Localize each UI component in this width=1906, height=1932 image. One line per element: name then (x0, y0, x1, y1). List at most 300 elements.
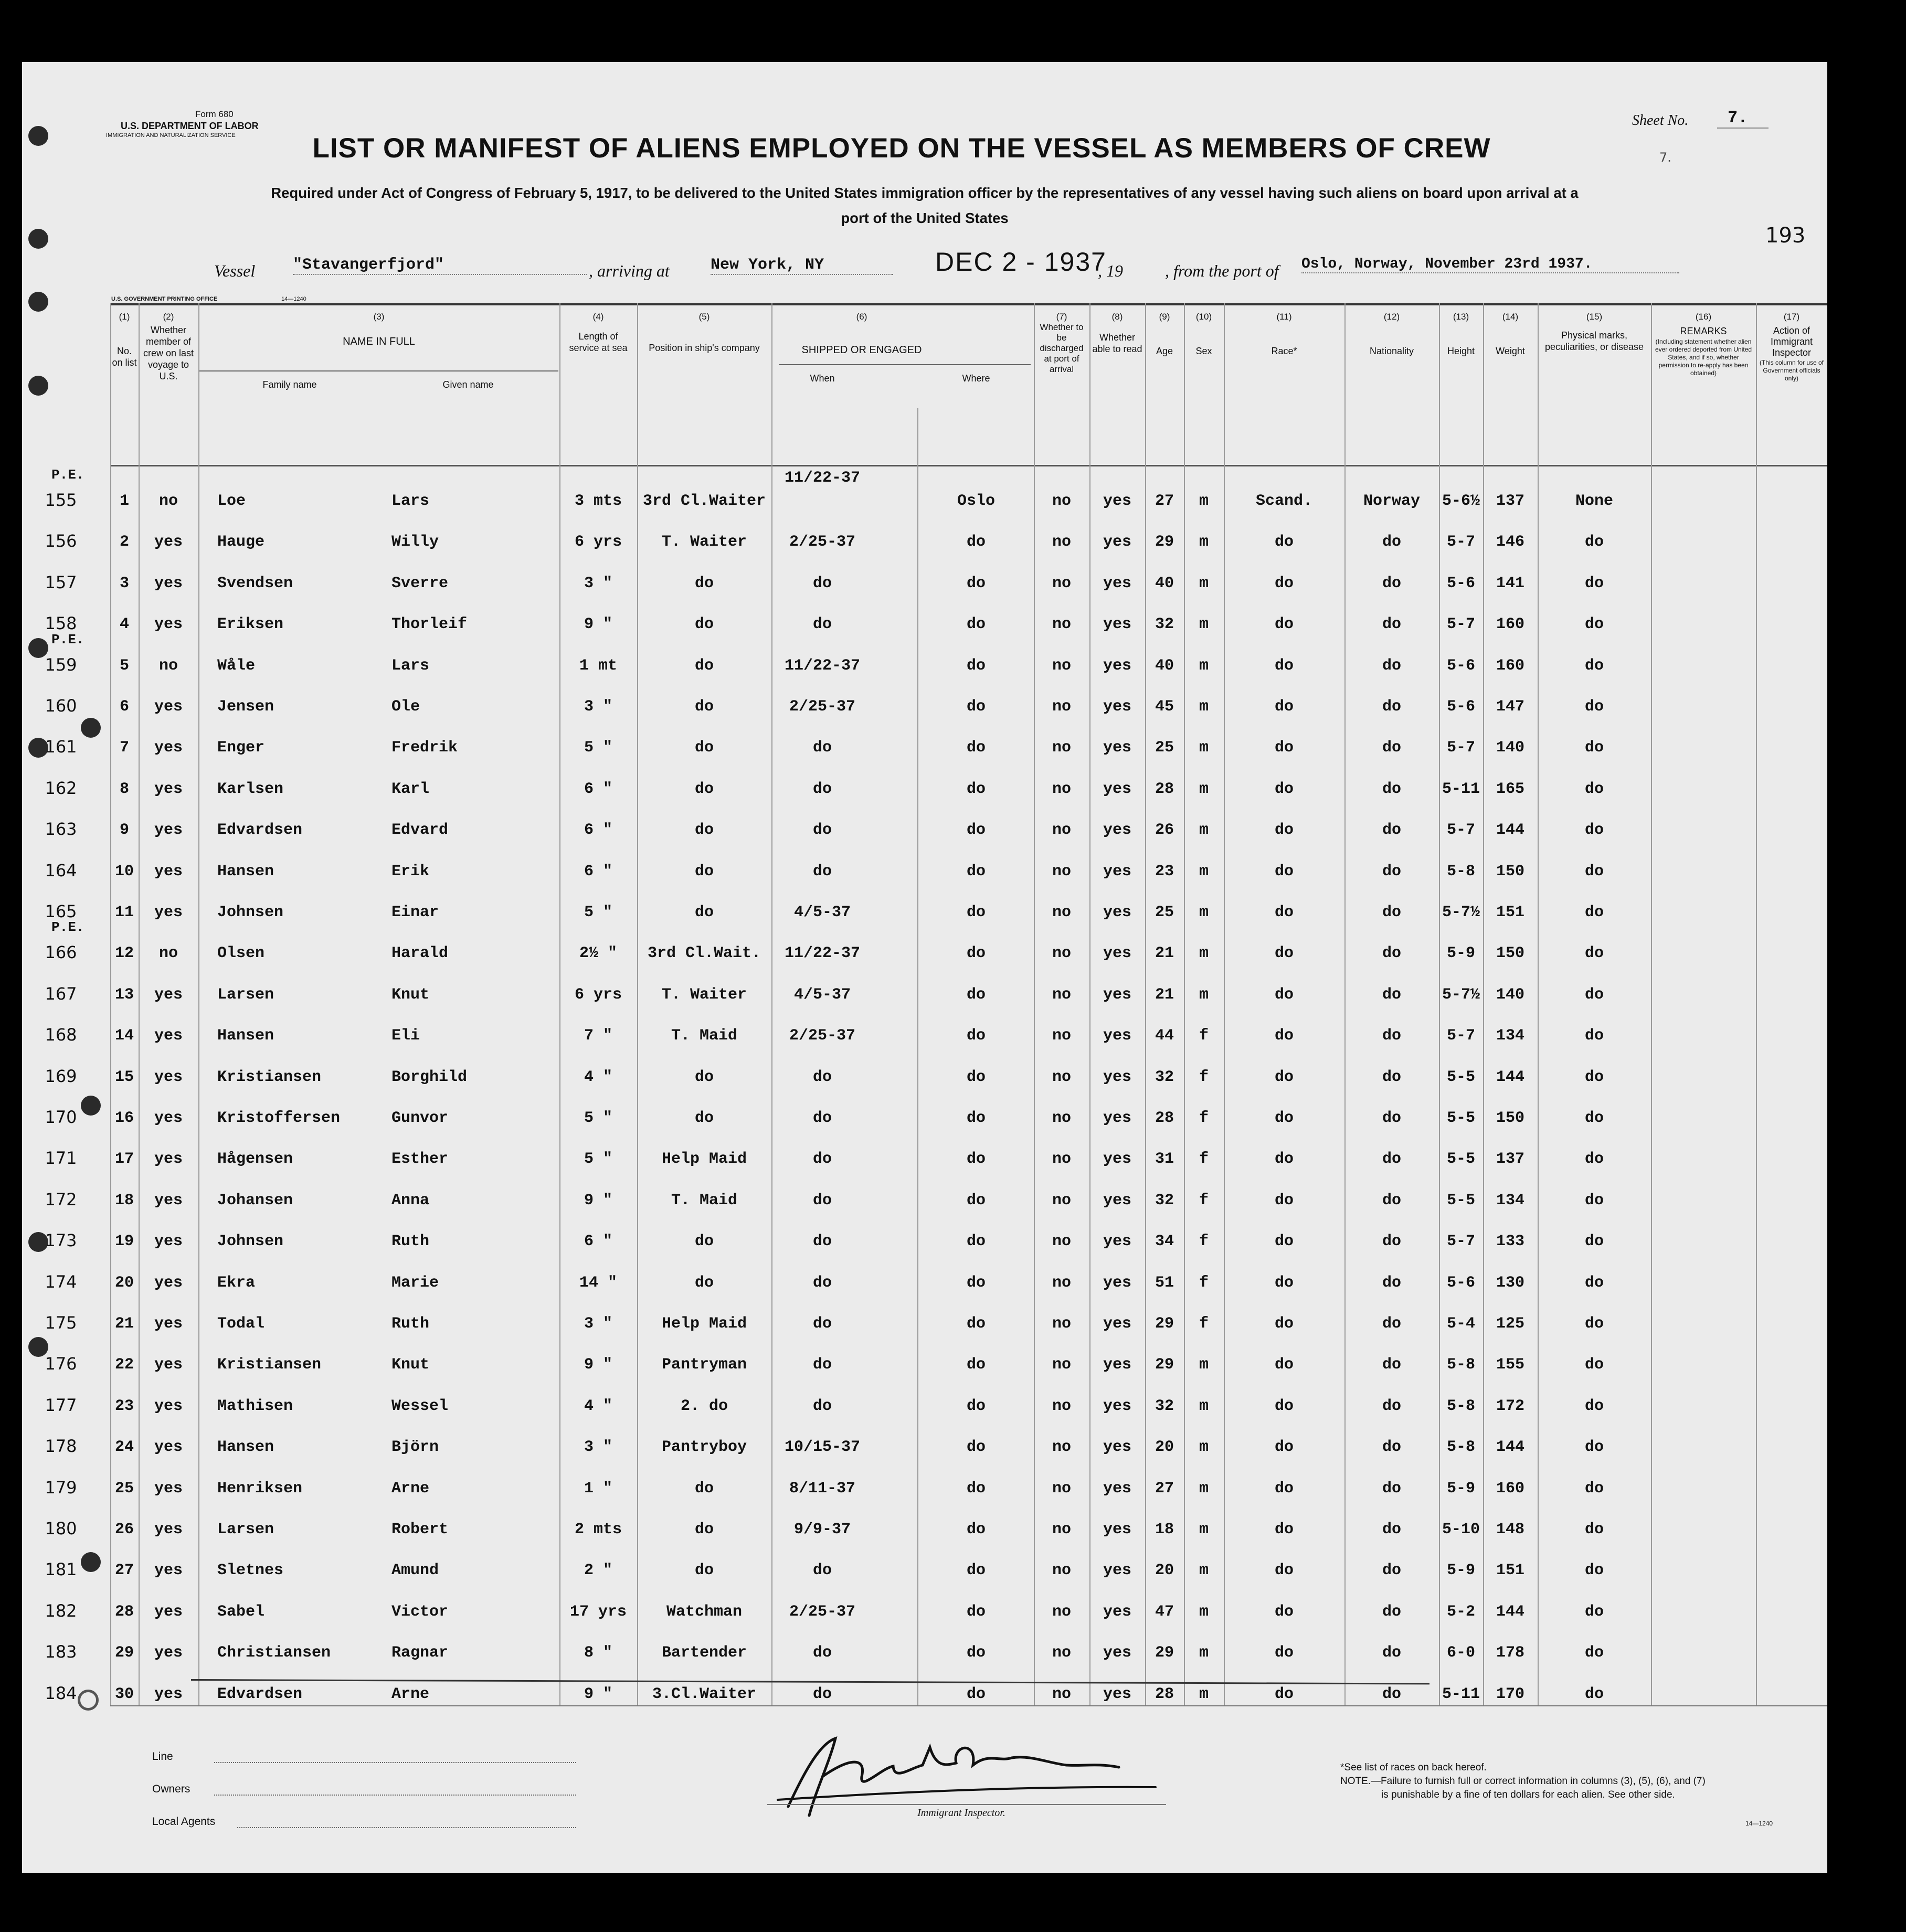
column-rule (1483, 303, 1484, 1705)
cell-last-voyage: yes (154, 615, 183, 634)
cell-last-voyage: yes (154, 1521, 183, 1538)
cell-row-number: 4 (119, 615, 130, 634)
cell-nationality: do (1382, 1562, 1402, 1580)
sheet-number-label: Sheet No. (1632, 112, 1689, 129)
cell-age: 29 (1155, 1315, 1174, 1333)
cell-position: do (694, 574, 714, 592)
cell-family-name: Hauge (217, 533, 265, 551)
cell-nationality: do (1382, 615, 1402, 634)
year-label: , 19 (1098, 261, 1123, 280)
col-num-1: (1) (119, 312, 130, 322)
cell-weight: 137 (1496, 492, 1525, 510)
cell-physical-marks: do (1584, 780, 1604, 798)
cell-sex: m (1199, 1644, 1209, 1662)
cell-given-name: Fredrik (391, 739, 458, 757)
cell-shipped-where: do (966, 1685, 986, 1703)
inspector-label: Immigrant Inspector. (917, 1807, 1005, 1819)
cell-height: 5-6½ (1442, 492, 1480, 510)
cell-height: 5-6 (1446, 574, 1476, 592)
cell-discharged: no (1052, 944, 1072, 963)
handwritten-number: 177 (45, 1395, 77, 1415)
cell-position: 3rd Cl.Waiter (642, 492, 766, 510)
owners-label: Owners (152, 1783, 190, 1795)
cell-able-to-read: yes (1103, 780, 1132, 798)
cell-race: do (1274, 1356, 1294, 1374)
cell-position: do (694, 656, 714, 675)
cell-height: 5-6 (1446, 698, 1476, 716)
cell-able-to-read: yes (1103, 1150, 1132, 1169)
cell-shipped-when: do (812, 1233, 832, 1251)
cell-weight: 151 (1496, 904, 1525, 921)
cell-height: 5-7 (1446, 1233, 1476, 1251)
handwritten-number: 168 (45, 1025, 77, 1045)
cell-nationality: do (1382, 1438, 1402, 1457)
cell-weight: 144 (1496, 1068, 1525, 1086)
cell-shipped-when: do (812, 1644, 832, 1662)
cell-shipped-where: do (966, 944, 986, 963)
cell-race: do (1274, 1068, 1294, 1086)
cell-given-name: Björn (391, 1438, 439, 1457)
cell-race: do (1274, 1644, 1294, 1662)
cell-family-name: Svendsen (217, 574, 293, 592)
cell-service-length: 9 " (584, 1356, 613, 1374)
cell-row-number: 18 (114, 1191, 134, 1209)
col-num-6: (6) (856, 312, 867, 322)
departure-port: Oslo, Norway, November 23rd 1937. (1301, 256, 1679, 273)
handwritten-number: 178 (45, 1436, 77, 1457)
cell-family-name: Kristiansen (217, 1356, 322, 1374)
cell-row-number: 1 (119, 492, 130, 510)
cell-shipped-when: 8/11-37 (789, 1479, 856, 1498)
handwritten-number: 156 (45, 531, 77, 551)
cell-weight: 147 (1496, 698, 1525, 716)
cell-shipped-when: do (812, 1562, 832, 1580)
cell-service-length: 3 mts (574, 492, 622, 510)
cell-sex: f (1199, 1027, 1209, 1045)
cell-race: do (1274, 1027, 1294, 1045)
cell-discharged: no (1052, 1521, 1072, 1538)
cell-age: 32 (1155, 1191, 1174, 1209)
cell-given-name: Ruth (391, 1315, 430, 1333)
cell-position: T. Maid (671, 1027, 738, 1045)
cell-shipped-where: do (966, 1644, 986, 1662)
cell-shipped-where: do (966, 1191, 986, 1209)
cell-weight: 165 (1496, 780, 1525, 798)
cell-given-name: Gunvor (391, 1109, 449, 1127)
cell-given-name: Arne (391, 1479, 430, 1498)
column-rule (917, 408, 918, 1705)
handwritten-number: 183 (45, 1642, 77, 1662)
cell-shipped-where: do (966, 1602, 986, 1621)
cell-nationality: do (1382, 944, 1402, 963)
cell-shipped-when: 2/25-37 (789, 1027, 856, 1045)
cell-last-voyage: yes (154, 1356, 183, 1374)
cell-given-name: Victor (391, 1602, 449, 1621)
cell-sex: m (1199, 780, 1209, 798)
cell-nationality: do (1382, 574, 1402, 592)
print-number: 14—1240 (281, 296, 306, 302)
cell-position: T. Waiter (661, 985, 747, 1004)
cell-shipped-when: do (812, 615, 832, 634)
cell-age: 27 (1155, 492, 1174, 510)
subtitle-line-1: Required under Act of Congress of February 5, 1917, to be delivered to the United States immigration officer by the representatives of any vessel having such aliens on board upon arrival at a (271, 185, 1579, 201)
cell-physical-marks: do (1584, 1521, 1604, 1538)
col-num-11: (11) (1276, 312, 1292, 322)
cell-service-length: 2½ " (579, 944, 618, 963)
handwritten-number: 165 (45, 901, 77, 921)
cell-able-to-read: yes (1103, 1027, 1132, 1045)
cell-shipped-when: do (812, 1191, 832, 1209)
line-field (214, 1762, 576, 1763)
cell-discharged: no (1052, 1273, 1072, 1292)
cell-row-number: 8 (119, 780, 130, 798)
cell-nationality: do (1382, 1397, 1402, 1415)
cell-last-voyage: yes (154, 1562, 183, 1580)
cell-age: 51 (1155, 1273, 1174, 1292)
handwritten-number: 166 (45, 942, 77, 963)
column-rule (198, 303, 199, 1705)
cell-race: do (1274, 944, 1294, 963)
cell-row-number: 30 (114, 1685, 134, 1703)
cell-age: 28 (1155, 1109, 1174, 1127)
cell-able-to-read: yes (1103, 1521, 1132, 1538)
races-note: *See list of races on back hereof. (1340, 1762, 1487, 1773)
col-num-15: (15) (1586, 312, 1603, 322)
cell-service-length: 17 yrs (569, 1602, 627, 1621)
cell-race: do (1274, 574, 1294, 592)
cell-shipped-where: do (966, 821, 986, 840)
cell-race: do (1274, 739, 1294, 757)
cell-position: 3.Cl.Waiter (652, 1685, 757, 1703)
cell-row-number: 9 (119, 821, 130, 840)
cell-given-name: Ole (391, 698, 420, 716)
manifest-sheet (22, 62, 1827, 1873)
cell-shipped-where: do (966, 780, 986, 798)
service-name: IMMIGRATION AND NATURALIZATION SERVICE (106, 132, 236, 139)
cell-height: 5-9 (1446, 944, 1476, 963)
cell-service-length: 3 " (584, 1438, 613, 1457)
cell-row-number: 11 (114, 904, 134, 921)
handwritten-number: 171 (45, 1148, 77, 1169)
cell-service-length: 5 " (584, 1150, 613, 1169)
cell-position: do (694, 1562, 714, 1580)
cell-shipped-when: 11/22-37 (784, 469, 861, 487)
cell-physical-marks: do (1584, 574, 1604, 592)
cell-nationality: do (1382, 1068, 1402, 1086)
cell-physical-marks: do (1584, 1685, 1604, 1703)
cell-discharged: no (1052, 1356, 1072, 1374)
cell-age: 21 (1155, 985, 1174, 1004)
cell-service-length: 6 " (584, 1233, 613, 1251)
cell-sex: m (1199, 574, 1209, 592)
cell-last-voyage: yes (154, 1397, 183, 1415)
cell-sex: m (1199, 656, 1209, 675)
cell-height: 5-7½ (1442, 985, 1480, 1004)
col-num-8: (8) (1111, 312, 1123, 322)
cell-physical-marks: do (1584, 1602, 1604, 1621)
cell-nationality: Norway (1363, 492, 1421, 510)
col-header-name-in-full: NAME IN FULL (343, 336, 415, 347)
col-header-nationality: Nationality (1369, 346, 1414, 356)
cell-able-to-read: yes (1103, 944, 1132, 963)
cell-shipped-where: do (966, 1273, 986, 1292)
cell-last-voyage: yes (154, 1109, 183, 1127)
cell-age: 25 (1155, 739, 1174, 757)
subtitle-line-2: port of the United States (841, 210, 1009, 226)
cell-position: T. Waiter (661, 533, 747, 551)
cell-discharged: no (1052, 739, 1072, 757)
cell-nationality: do (1382, 698, 1402, 716)
vessel-name: "Stavangerfjord" (293, 256, 587, 275)
cell-service-length: 5 " (584, 904, 613, 921)
col-header-remarks: REMARKS (1680, 326, 1727, 336)
cell-weight: 172 (1496, 1397, 1525, 1415)
cell-shipped-where: do (966, 533, 986, 551)
cell-service-length: 1 mt (579, 656, 618, 675)
cell-physical-marks: do (1584, 656, 1604, 675)
cell-physical-marks: do (1584, 533, 1604, 551)
cell-discharged: no (1052, 698, 1072, 716)
cell-service-length: 9 " (584, 615, 613, 634)
cell-row-number: 3 (119, 574, 130, 592)
cell-position: Pantryboy (661, 1438, 747, 1457)
cell-sex: m (1199, 1521, 1209, 1538)
cell-last-voyage: yes (154, 1027, 183, 1045)
cell-family-name: Karlsen (217, 780, 284, 798)
cell-height: 5-5 (1446, 1191, 1476, 1209)
cell-height: 5-5 (1446, 1068, 1476, 1086)
cell-height: 5-9 (1446, 1562, 1476, 1580)
handwritten-number: 161 (45, 737, 77, 757)
cell-family-name: Christiansen (217, 1644, 331, 1662)
cell-age: 31 (1155, 1150, 1174, 1169)
handwritten-number: 173 (45, 1230, 77, 1251)
cell-row-number: 17 (114, 1150, 134, 1169)
cell-able-to-read: yes (1103, 985, 1132, 1004)
cell-last-voyage: yes (154, 780, 183, 798)
cell-service-length: 8 " (584, 1644, 613, 1662)
cell-sex: f (1199, 1150, 1209, 1169)
sheet-number-value: 7. (1717, 108, 1769, 129)
cell-shipped-where: do (966, 1397, 986, 1415)
cell-able-to-read: yes (1103, 1685, 1132, 1703)
cell-position: do (694, 739, 714, 757)
cell-sex: m (1199, 698, 1209, 716)
cell-physical-marks: do (1584, 1315, 1604, 1333)
cell-age: 27 (1155, 1479, 1174, 1498)
handwritten-number: 172 (45, 1189, 77, 1209)
cell-position: do (694, 1521, 714, 1538)
cell-shipped-where: do (966, 1315, 986, 1333)
cell-row-number: 15 (114, 1068, 134, 1086)
cell-position: do (694, 1233, 714, 1251)
cell-weight: 146 (1496, 533, 1525, 551)
name-subrule (199, 370, 558, 371)
cell-family-name: Olsen (217, 944, 265, 963)
col-num-3: (3) (373, 312, 385, 322)
cell-discharged: no (1052, 492, 1072, 510)
cell-height: 5-8 (1446, 1356, 1476, 1374)
col-num-9: (9) (1159, 312, 1170, 322)
cell-age: 45 (1155, 698, 1174, 716)
cell-given-name: Sverre (391, 574, 449, 592)
cell-able-to-read: yes (1103, 533, 1132, 551)
cell-sex: m (1199, 1685, 1209, 1703)
cell-weight: 141 (1496, 574, 1525, 592)
cell-row-number: 29 (114, 1644, 134, 1662)
column-rule (1756, 303, 1757, 1705)
cell-last-voyage: no (158, 492, 178, 510)
cell-position: 3rd Cl.Wait. (647, 944, 761, 963)
cell-height: 5-7 (1446, 821, 1476, 840)
cell-race: do (1274, 615, 1294, 634)
cell-family-name: Edvardsen (217, 1685, 303, 1703)
cell-shipped-where: do (966, 698, 986, 716)
form-number: Form 680 (195, 109, 234, 119)
table-top-rule (110, 303, 1827, 305)
cell-given-name: Lars (391, 492, 430, 510)
cell-family-name: Hansen (217, 862, 274, 880)
cell-sex: m (1199, 533, 1209, 551)
header-bottom-rule (110, 465, 1827, 466)
handwritten-number: 174 (45, 1271, 77, 1292)
cell-nationality: do (1382, 1521, 1402, 1538)
cell-nationality: do (1382, 1644, 1402, 1662)
cell-age: 20 (1155, 1562, 1174, 1580)
cell-sex: m (1199, 1438, 1209, 1457)
cell-nationality: do (1382, 904, 1402, 921)
handwritten-number: 167 (45, 983, 77, 1004)
cell-discharged: no (1052, 1644, 1072, 1662)
cell-physical-marks: do (1584, 615, 1604, 634)
cell-sex: f (1199, 1191, 1209, 1209)
cell-discharged: no (1052, 615, 1072, 634)
handwritten-number: 181 (45, 1559, 77, 1580)
cell-age: 44 (1155, 1027, 1174, 1045)
col-num-16: (16) (1695, 312, 1712, 322)
cell-height: 5-5 (1446, 1109, 1476, 1127)
cell-race: do (1274, 780, 1294, 798)
cell-nationality: do (1382, 985, 1402, 1004)
cell-able-to-read: yes (1103, 1562, 1132, 1580)
cell-height: 5-7½ (1442, 904, 1480, 921)
cell-race: Scand. (1255, 492, 1313, 510)
cell-nationality: do (1382, 1685, 1402, 1703)
cell-service-length: 6 " (584, 780, 613, 798)
cell-given-name: Edvard (391, 821, 449, 840)
page-title: LIST OR MANIFEST OF ALIENS EMPLOYED ON THE VESSEL AS MEMBERS OF CREW (312, 133, 1491, 164)
cell-able-to-read: yes (1103, 862, 1132, 880)
cell-row-number: 20 (114, 1273, 134, 1292)
cell-shipped-when: do (812, 1685, 832, 1703)
cell-family-name: Ekra (217, 1273, 256, 1292)
cell-last-voyage: yes (154, 1602, 183, 1621)
cell-weight: 148 (1496, 1521, 1525, 1538)
cell-weight: 140 (1496, 985, 1525, 1004)
cell-age: 21 (1155, 944, 1174, 963)
col-num-14: (14) (1502, 312, 1519, 322)
cell-last-voyage: yes (154, 1068, 183, 1086)
cell-row-number: 6 (119, 698, 130, 716)
pe-mark: P.E. (51, 467, 84, 483)
cell-nationality: do (1382, 1273, 1402, 1292)
cell-position: Watchman (666, 1602, 743, 1621)
cell-position: Bartender (661, 1644, 747, 1662)
cell-discharged: no (1052, 1479, 1072, 1498)
cell-discharged: no (1052, 1438, 1072, 1457)
cell-given-name: Esther (391, 1150, 449, 1169)
cell-height: 5-10 (1442, 1521, 1480, 1538)
cell-race: do (1274, 1397, 1294, 1415)
cell-nationality: do (1382, 656, 1402, 675)
cell-family-name: Hansen (217, 1027, 274, 1045)
cell-nationality: do (1382, 1356, 1402, 1374)
cell-discharged: no (1052, 656, 1072, 675)
cell-able-to-read: yes (1103, 698, 1132, 716)
cell-race: do (1274, 1438, 1294, 1457)
handwritten-number: 184 (45, 1683, 77, 1703)
cell-age: 32 (1155, 1397, 1174, 1415)
col-header-physical-marks: Physical marks, peculiarities, or disease (1544, 330, 1644, 352)
closing-underline (191, 1679, 1430, 1684)
cell-able-to-read: yes (1103, 1644, 1132, 1662)
cell-height: 5-6 (1446, 656, 1476, 675)
cell-able-to-read: yes (1103, 739, 1132, 757)
cell-row-number: 28 (114, 1602, 134, 1621)
cell-family-name: Loe (217, 492, 246, 510)
cell-position: do (694, 904, 714, 921)
pe-mark: P.E. (51, 631, 84, 647)
cell-physical-marks: None (1575, 492, 1614, 510)
cell-nationality: do (1382, 1602, 1402, 1621)
cell-row-number: 16 (114, 1109, 134, 1127)
cell-sex: m (1199, 904, 1209, 921)
cell-row-number: 24 (114, 1438, 134, 1457)
col-num-12: (12) (1383, 312, 1400, 322)
cell-family-name: Jensen (217, 698, 274, 716)
cell-shipped-when: 11/22-37 (784, 656, 861, 675)
cell-family-name: Hansen (217, 1438, 274, 1457)
cell-physical-marks: do (1584, 1150, 1604, 1169)
cell-row-number: 22 (114, 1356, 134, 1374)
cell-able-to-read: yes (1103, 1315, 1132, 1333)
handwritten-number: 159 (45, 654, 77, 675)
cell-height: 5-7 (1446, 1027, 1476, 1045)
cell-weight: 134 (1496, 1027, 1525, 1045)
cell-height: 5-8 (1446, 862, 1476, 880)
cell-given-name: Borghild (391, 1068, 468, 1086)
cell-weight: 133 (1496, 1233, 1525, 1251)
cell-family-name: Kristiansen (217, 1068, 322, 1086)
cell-race: do (1274, 1315, 1294, 1333)
cell-weight: 170 (1496, 1685, 1525, 1703)
cell-able-to-read: yes (1103, 904, 1132, 921)
cell-nationality: do (1382, 1191, 1402, 1209)
cell-family-name: Johnsen (217, 904, 284, 921)
handwritten-number: 157 (45, 572, 77, 592)
cell-able-to-read: yes (1103, 492, 1132, 510)
cell-shipped-where: do (966, 1233, 986, 1251)
page-stamp: 193 (1765, 224, 1806, 248)
cell-discharged: no (1052, 1109, 1072, 1127)
col-header-family-name: Family name (262, 379, 317, 390)
cell-sex: m (1199, 492, 1209, 510)
cell-race: do (1274, 1685, 1294, 1703)
cell-race: do (1274, 1562, 1294, 1580)
cell-nationality: do (1382, 1109, 1402, 1127)
handwritten-number: 180 (45, 1519, 77, 1538)
cell-family-name: Wåle (217, 656, 256, 675)
